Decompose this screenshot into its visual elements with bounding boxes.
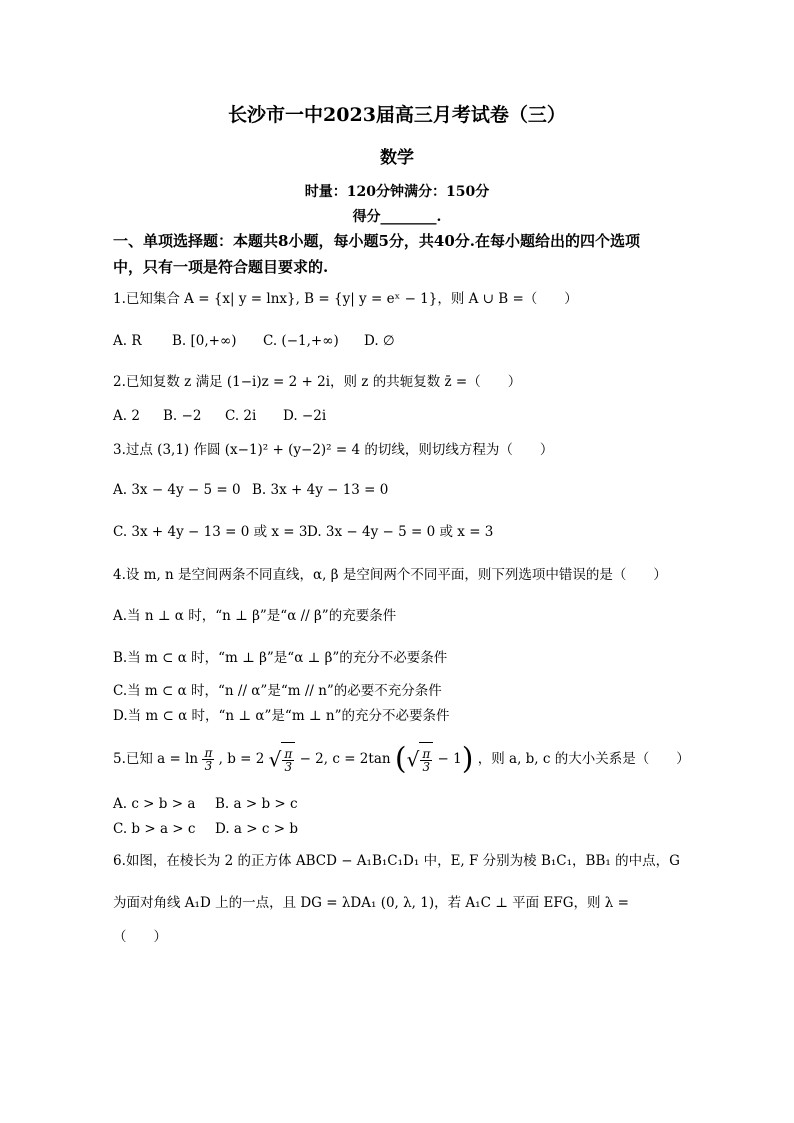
q5-frac-pi-over-3-a: $\frac{\pi}{3}$ (204, 746, 213, 773)
q3-option-d: D. 3x − 4y − 5 = 0 或 x = 3 (307, 524, 494, 540)
q6-line1: 6.如图，在棱长为 2 的正方体 ABCD − A₁B₁C₁D₁ 中，E, F 分别为棱 B₁C₁，BB₁ 的中点，G (113, 853, 680, 869)
q3-option-b: B. 3x + 4y − 13 = 0 (252, 482, 389, 498)
q5-stem-c: − 2, c = 2tan (299, 751, 391, 767)
score-blank-line: 得分________. (352, 209, 442, 225)
right-paren-icon: ) (461, 741, 474, 777)
q2-option-c: C. 2i (225, 408, 257, 424)
q5-minus-one: − 1 (433, 751, 462, 767)
time-score-line: 时量：120分钟满分：150分 (304, 184, 490, 200)
q5-stem (113, 742, 690, 777)
q1-option-d: D. ∅ (364, 333, 395, 349)
q4-option-b: B.当 m ⊂ α 时，“m ⊥ β”是“α ⊥ β”的充分不必要条件 (113, 650, 448, 666)
q4-stem: 4.设 m, n 是空间两条不同直线，α, β 是空间两个不同平面，则下列选项中错误的是（ ） (113, 567, 667, 583)
q1-option-a: A. R (113, 333, 142, 349)
q5-option-a: A. c > b > a (113, 796, 196, 812)
q6-line2: 为面对角线 A₁D 上的一点，且 DG = λDA₁ (0, λ, 1)，若 A₁C ⊥ 平面 EFG，则 λ = (113, 895, 629, 911)
q5-stem-b: , b = 2 (218, 751, 265, 767)
q1-stem: 1.已知集合 A = {x| y = lnx}, B = {y| y = eˣ − 1}，则 A ∪ B =（ ） (113, 291, 578, 307)
q1-option-b: B. [0,+∞) (172, 333, 237, 349)
subject-title: 数学 (380, 148, 414, 168)
q3-option-c: C. 3x + 4y − 13 = 0 或 x = 3 (113, 524, 308, 540)
left-paren-icon: ( (394, 741, 407, 777)
sqrt-sign-icon: √ (268, 747, 282, 772)
q5-stem-suffix: ，则 a, b, c 的大小关系是（ ） (477, 751, 690, 767)
section1-heading-line2: 中，只有一项是符合题目要求的. (113, 258, 329, 276)
q5-sqrt-b (281, 742, 295, 777)
q2-option-d: D. −2i (283, 408, 327, 424)
q5-option-d: D. a > c > b (215, 821, 298, 837)
q1-option-c: C. (−1,+∞) (263, 333, 339, 349)
q5-option-c: C. b > a > c (113, 821, 196, 837)
q6-line3: （ ） (113, 929, 167, 945)
q5-sqrt-c (419, 742, 433, 777)
q5-option-b: B. a > b > c (215, 796, 298, 812)
q4-option-a: A.当 n ⊥ α 时，“n ⊥ β”是“α // β”的充要条件 (113, 608, 397, 624)
sqrt-sign-icon: √ (406, 747, 420, 772)
q3-stem: 3.过点 (3,1) 作圆 (x−1)² + (y−2)² = 4 的切线，则切线方程为（ ） (113, 442, 554, 458)
q5-frac-pi-over-3-b: $\frac{\pi}{3}$ (284, 747, 293, 774)
q4-option-d: D.当 m ⊂ α 时，“n ⊥ α”是“m ⊥ n”的充分不必要条件 (113, 708, 450, 724)
q4-option-c: C.当 m ⊂ α 时，“n // α”是“m // n”的必要不充分条件 (113, 683, 442, 699)
section1-heading-line1: 一、单项选择题：本题共8小题，每小题5分，共40分.在每小题给出的四个选项 (113, 232, 640, 250)
q2-option-b: B. −2 (163, 408, 202, 424)
q2-option-a: A. 2 (113, 408, 140, 424)
exam-title: 长沙市一中2023届高三月考试卷（三） (228, 104, 566, 126)
q2-stem: 2.已知复数 z 满足 (1−i)z = 2 + 2i，则 z 的共轭复数 z̄ =（ ） (113, 374, 522, 390)
q5-frac-pi-over-3-c: $\frac{\pi}{3}$ (422, 747, 431, 774)
q5-stem-prefix: 5.已知 a = ln (113, 751, 199, 767)
q3-option-a: A. 3x − 4y − 5 = 0 (113, 482, 241, 498)
